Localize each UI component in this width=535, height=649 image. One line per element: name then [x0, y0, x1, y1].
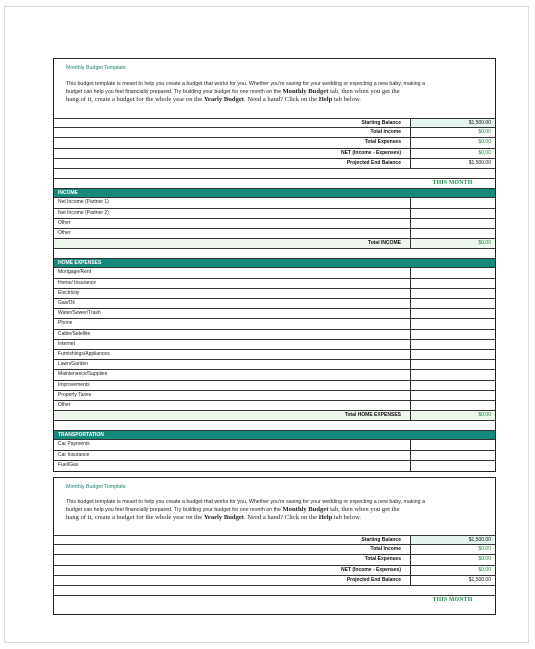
this-month-heading: THIS MONTH — [432, 180, 473, 187]
summary-row — [54, 555, 495, 565]
row-label: Other — [58, 401, 71, 408]
amount-cell[interactable] — [410, 330, 495, 339]
row-label: Fuel/Gas — [58, 461, 79, 468]
amount-cell[interactable] — [410, 401, 495, 410]
summary-row — [54, 576, 495, 586]
row-label: Improvements — [58, 381, 90, 388]
intro-text: tab below. — [332, 96, 361, 103]
expense-row — [54, 340, 495, 350]
summary-value: $1,500.00 — [410, 576, 495, 585]
summary-row — [54, 159, 495, 169]
amount-cell[interactable] — [410, 299, 495, 308]
amount-cell[interactable] — [410, 360, 495, 369]
summary-value[interactable]: $1,500.00 — [410, 119, 495, 127]
sheet-title: Monthly Budget Template — [66, 484, 126, 490]
intro-line-1: This budget template is meant to help you create a budget that works for you. Whether you're saving for your wedding or expecting a new baby, making a — [66, 499, 425, 505]
summary-label: Total Expenses — [364, 556, 401, 563]
amount-cell[interactable] — [410, 219, 495, 228]
home-total-row — [54, 411, 495, 421]
this-month-heading: THIS MONTH — [432, 597, 473, 604]
summary-label: Total Expenses — [364, 139, 401, 146]
intro-text: hang of it, create a budget for the whole year on the — [66, 96, 204, 103]
summary-row — [54, 128, 495, 138]
expense-row — [54, 289, 495, 299]
expense-row — [54, 268, 495, 278]
amount-cell[interactable] — [410, 381, 495, 390]
row-label: Car Payments — [58, 441, 90, 448]
monthly-budget-tab-ref: Monthly Budget — [282, 88, 329, 95]
amount-cell[interactable] — [410, 440, 495, 449]
intro-text: . Need a hand? Click on the — [243, 514, 319, 521]
row-label: Other — [58, 219, 71, 226]
blank-row — [54, 249, 495, 259]
expense-row — [54, 319, 495, 329]
summary-label: Total Income — [370, 546, 401, 553]
row-label: Water/Sewer/Trash — [58, 310, 101, 317]
row-label: Home/ Insurance — [58, 279, 97, 286]
amount-cell[interactable] — [410, 461, 495, 471]
summary-label: NET (Income - Expenses) — [340, 566, 401, 573]
total-label: Total HOME EXPENSES — [344, 412, 401, 419]
summary-label: Projected End Balance — [346, 159, 401, 166]
total-value: $0.00 — [410, 411, 495, 420]
summary-row — [54, 138, 495, 148]
expense-row — [54, 370, 495, 380]
amount-cell[interactable] — [410, 309, 495, 318]
summary-value: $0.00 — [410, 138, 495, 147]
expense-row — [54, 401, 495, 411]
intro-paragraph — [66, 499, 486, 521]
row-label: Net Income (Partner 1) — [58, 199, 109, 206]
amount-cell[interactable] — [410, 279, 495, 288]
row-label: Other — [58, 229, 71, 236]
intro-line-2 — [66, 506, 486, 514]
blank-row — [54, 421, 495, 431]
sheet-title: Monthly Budget Template — [66, 65, 126, 71]
total-value: $0.00 — [410, 239, 495, 248]
amount-cell[interactable] — [410, 370, 495, 379]
intro-text: . Need a hand? Click on the — [243, 96, 319, 103]
document-page — [4, 6, 529, 643]
transport-row — [54, 461, 495, 471]
summary-row — [54, 545, 495, 555]
expense-row — [54, 330, 495, 340]
row-label: Maintenance/Supplies — [58, 371, 108, 378]
amount-cell[interactable] — [410, 451, 495, 460]
row-label: Phone — [58, 320, 73, 327]
summary-label: NET (Income - Expenses) — [340, 149, 401, 156]
row-label: Internet — [58, 340, 75, 347]
row-label: Cable/Satellite — [58, 330, 91, 337]
monthly-budget-tab-ref: Monthly Budget — [282, 506, 329, 513]
income-row — [54, 209, 495, 219]
summary-label: Projected End Balance — [346, 576, 401, 583]
blank-row — [54, 586, 495, 596]
section-label: TRANSPORTATION — [58, 432, 104, 439]
section-header-income — [54, 189, 495, 198]
help-tab-ref: Help — [318, 514, 333, 521]
budget-sheet-1 — [53, 58, 496, 472]
row-label: Electricity — [58, 289, 80, 296]
amount-cell[interactable] — [410, 229, 495, 238]
summary-label: Starting Balance — [361, 537, 401, 543]
summary-value[interactable]: $1,500.00 — [410, 536, 495, 544]
total-label: Total INCOME — [368, 240, 401, 247]
income-row — [54, 229, 495, 239]
summary-label: Starting Balance — [361, 120, 401, 126]
budget-sheet-2 — [53, 477, 496, 615]
income-row — [54, 219, 495, 229]
row-label: Gas/Oil — [58, 300, 75, 306]
summary-value: $0.00 — [410, 555, 495, 564]
summary-row — [54, 566, 495, 576]
sheet1-grid — [54, 118, 495, 471]
row-label: Net Income (Partner 2) — [58, 209, 109, 216]
transport-row — [54, 451, 495, 461]
intro-line-2 — [66, 88, 486, 96]
income-total-row — [54, 239, 495, 249]
summary-row — [54, 149, 495, 159]
sheet2-grid — [54, 535, 495, 606]
intro-line-3 — [66, 96, 486, 103]
summary-label: Total Income — [370, 129, 401, 136]
section-header-home-expenses — [54, 259, 495, 268]
intro-line-3 — [66, 514, 486, 521]
row-label: Mortgage/Rent — [58, 269, 92, 276]
amount-cell[interactable] — [410, 198, 495, 207]
income-row — [54, 198, 495, 208]
help-tab-ref: Help — [318, 96, 333, 103]
summary-value: $0.00 — [410, 149, 495, 158]
yearly-budget-tab-ref: Yearly Budget — [203, 514, 244, 521]
amount-cell[interactable] — [410, 268, 495, 277]
intro-line-1: This budget template is meant to help you create a budget that works for you. Whether you're saving for your wedding or expecting a new baby, making a — [66, 81, 425, 87]
intro-text: tab below. — [332, 514, 361, 521]
intro-text: tab, then when you get the — [328, 506, 400, 513]
section-header-transportation — [54, 431, 495, 440]
summary-value: $0.00 — [410, 128, 495, 137]
expense-row — [54, 391, 495, 401]
expense-row — [54, 381, 495, 391]
section-label: INCOME — [58, 190, 78, 197]
amount-cell[interactable] — [410, 391, 495, 400]
intro-text: tab, then when you get the — [328, 88, 400, 95]
amount-cell[interactable] — [410, 319, 495, 328]
amount-cell[interactable] — [410, 350, 495, 359]
row-label: Car Insurance — [58, 451, 90, 458]
intro-paragraph — [66, 81, 486, 103]
amount-cell[interactable] — [410, 209, 495, 218]
summary-value: $0.00 — [410, 545, 495, 554]
amount-cell[interactable] — [410, 340, 495, 349]
expense-row — [54, 309, 495, 319]
expense-row — [54, 299, 495, 309]
section-label: HOME EXPENSES — [58, 260, 102, 267]
intro-text: budget can help you feel financially prepared. Try building your budget for one month on the — [66, 89, 283, 95]
row-label: Property Taxes — [58, 391, 92, 398]
row-label: Furnishings/Appliances — [58, 350, 110, 357]
summary-row — [54, 535, 495, 545]
transport-row — [54, 440, 495, 450]
summary-value: $0.00 — [410, 566, 495, 575]
intro-text: budget can help you feel financially prepared. Try building your budget for one month on the — [66, 507, 283, 513]
intro-text: hang of it, create a budget for the whole year on the — [66, 514, 204, 521]
this-month-row — [54, 596, 495, 606]
amount-cell[interactable] — [410, 289, 495, 298]
expense-row — [54, 360, 495, 370]
expense-row — [54, 279, 495, 289]
summary-row — [54, 118, 495, 128]
yearly-budget-tab-ref: Yearly Budget — [203, 96, 244, 103]
this-month-row — [54, 179, 495, 189]
blank-row — [54, 169, 495, 179]
expense-row — [54, 350, 495, 360]
row-label: Lawn/Garden — [58, 361, 89, 368]
summary-value: $1,500.00 — [410, 159, 495, 168]
